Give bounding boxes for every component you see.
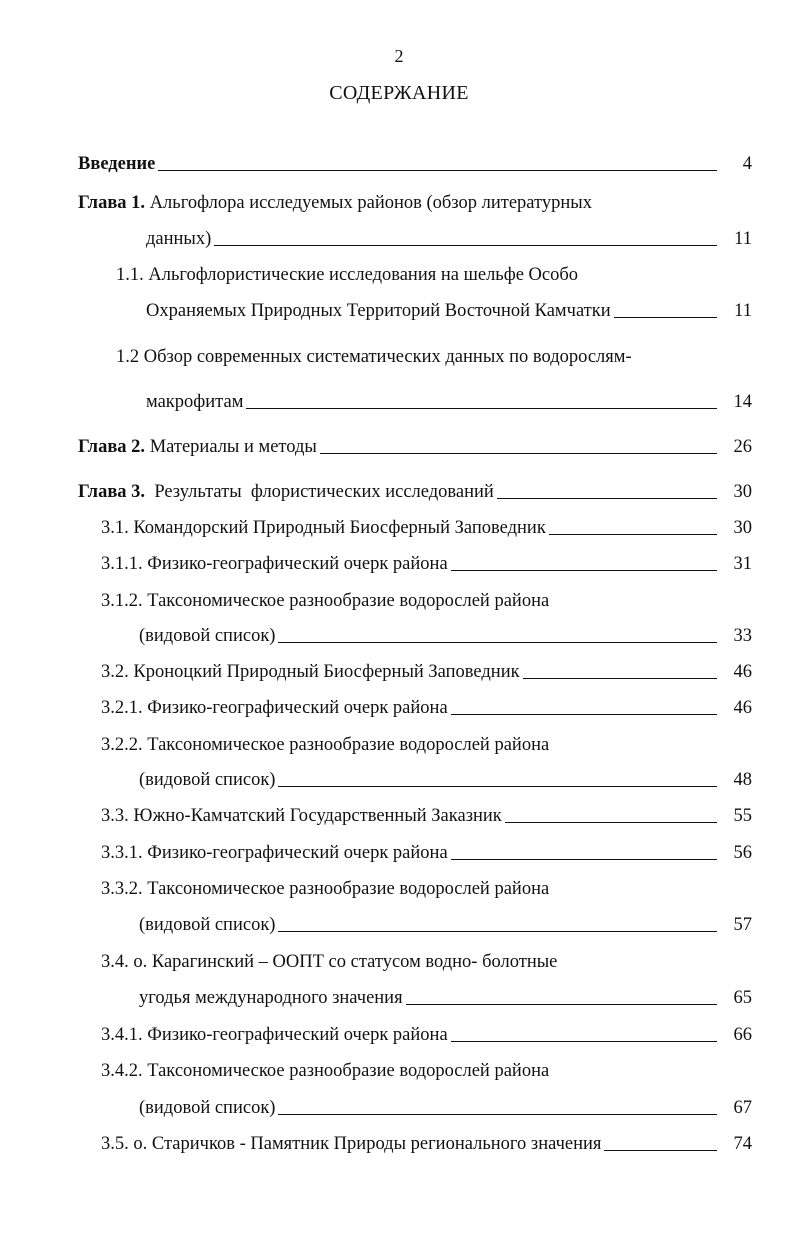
toc-entry-1-2-cont[interactable]: [146, 391, 752, 413]
toc-entry-introduction[interactable]: [78, 153, 752, 175]
toc-entry-chapter-1[interactable]: [78, 192, 592, 214]
entry-text: 3.1.2. Таксономическое разнообразие водорослей района: [101, 591, 550, 611]
entry-text: 3.3.1. Физико-географический очерк района: [101, 843, 448, 863]
toc-entry-3-1[interactable]: [101, 517, 752, 539]
dot-leader: [278, 786, 717, 787]
toc-entry-3-4-cont[interactable]: [139, 987, 752, 1009]
entry-text: 3.3. Южно-Камчатский Государственный Заказник: [101, 806, 502, 826]
toc-entry-3-4[interactable]: [101, 951, 557, 973]
dot-leader: [320, 453, 717, 454]
entry-text: 3.4.2. Таксономическое разнообразие водорослей района: [101, 1061, 550, 1081]
toc-entry-3-4-2[interactable]: [101, 1060, 549, 1082]
toc-entry-3-2-1[interactable]: [101, 697, 752, 719]
dot-leader: [451, 570, 717, 571]
entry-text: макрофитам: [146, 392, 244, 412]
toc-entry-chapter-3[interactable]: [78, 481, 752, 503]
toc-entry-chapter-2[interactable]: [78, 436, 752, 458]
toc-entry-1-1-cont[interactable]: [146, 300, 752, 322]
page-number: 2: [394, 46, 404, 66]
entry-label: Глава 1.: [78, 193, 146, 213]
toc-title: СОДЕРЖАНИЕ: [329, 82, 469, 104]
toc-entry-3-2-2[interactable]: [101, 734, 549, 756]
dot-leader: [614, 317, 717, 318]
entry-text: Альгофлора исследуемых районов (обзор литературных: [145, 193, 592, 213]
toc-entry-1-1[interactable]: [116, 264, 578, 286]
entry-page: 4: [742, 154, 752, 174]
entry-text: 3.2. Кроноцкий Природный Биосферный Заповедник: [101, 662, 520, 682]
dot-leader: [451, 859, 717, 860]
entry-text: 1.2 Обзор современных систематических данных по водорослям-: [116, 347, 632, 367]
dot-leader: [278, 1114, 717, 1115]
entry-page: 46: [733, 698, 752, 718]
dot-leader: [406, 1004, 717, 1005]
dot-leader: [214, 245, 717, 246]
entry-page: 74: [733, 1134, 752, 1154]
entry-text: 3.2.1. Физико-географический очерк района: [101, 698, 448, 718]
dot-leader: [246, 408, 717, 409]
dot-leader: [451, 714, 717, 715]
entry-page: 66: [733, 1025, 752, 1045]
entry-label: Введение: [78, 154, 156, 174]
toc-entry-3-4-1[interactable]: [101, 1024, 752, 1046]
entry-page: 46: [733, 662, 752, 682]
dot-leader: [278, 642, 717, 643]
entry-text: Материалы и методы: [145, 437, 317, 457]
toc-entry-1-2[interactable]: [116, 346, 632, 368]
entry-text: 3.4.1. Физико-географический очерк района: [101, 1025, 448, 1045]
entry-text: (видовой список): [139, 915, 276, 935]
toc-entry-3-2[interactable]: [101, 661, 752, 683]
entry-page: 26: [733, 437, 752, 457]
entry-page: 65: [733, 988, 752, 1008]
entry-text: 3.1.1. Физико-географический очерк района: [101, 554, 448, 574]
dot-leader: [505, 822, 717, 823]
toc-entry-3-1-2[interactable]: [101, 590, 549, 612]
dot-leader: [523, 678, 717, 679]
entry-page: 33: [733, 626, 752, 646]
entry-text: Результаты флористических исследований: [145, 482, 494, 502]
toc-entry-3-1-1[interactable]: [101, 553, 752, 575]
entry-text: 3.1. Командорский Природный Биосферный Заповедник: [101, 518, 546, 538]
entry-page: 14: [733, 392, 752, 412]
toc-entry-3-5[interactable]: [101, 1133, 752, 1155]
dot-leader: [549, 534, 717, 535]
dot-leader: [497, 498, 717, 499]
entry-label: Глава 2.: [78, 437, 146, 457]
entry-page: 57: [733, 915, 752, 935]
toc-entry-3-3-2-cont[interactable]: [139, 914, 752, 936]
entry-page: 11: [734, 301, 752, 321]
entry-page: 31: [733, 554, 752, 574]
entry-page: 55: [733, 806, 752, 826]
entry-page: 11: [734, 229, 752, 249]
entry-text: 3.2.2. Таксономическое разнообразие водорослей района: [101, 735, 550, 755]
toc-entry-3-3-1[interactable]: [101, 842, 752, 864]
entry-page: 30: [733, 518, 752, 538]
entry-text: (видовой список): [139, 770, 276, 790]
entry-text: угодья международного значения: [139, 988, 403, 1008]
toc-entry-3-3[interactable]: [101, 805, 752, 827]
dot-leader: [604, 1150, 717, 1151]
entry-page: 30: [733, 482, 752, 502]
entry-text: 3.5. о. Старичков - Памятник Природы регионального значения: [101, 1134, 602, 1154]
entry-page: 56: [733, 843, 752, 863]
dot-leader: [278, 931, 717, 932]
toc-entry-3-4-2-cont[interactable]: [139, 1097, 752, 1119]
entry-text: 3.4. о. Карагинский – ООПТ со статусом водно- болотные: [101, 952, 558, 972]
entry-page: 67: [733, 1098, 752, 1118]
entry-text: (видовой список): [139, 1098, 276, 1118]
toc-entry-3-2-2-cont[interactable]: [139, 769, 752, 791]
entry-text: 1.1. Альгофлористические исследования на шельфе Особо: [116, 265, 579, 285]
dot-leader: [158, 170, 717, 171]
entry-text: (видовой список): [139, 626, 276, 646]
toc-entry-3-1-2-cont[interactable]: [139, 625, 752, 647]
toc-entry-3-3-2[interactable]: [101, 878, 549, 900]
entry-text: 3.3.2. Таксономическое разнообразие водорослей района: [101, 879, 550, 899]
entry-text: Охраняемых Природных Территорий Восточной Камчатки: [146, 301, 611, 321]
entry-page: 48: [733, 770, 752, 790]
toc-entry-chapter-1-cont[interactable]: [146, 228, 752, 250]
dot-leader: [451, 1041, 717, 1042]
entry-label: Глава 3.: [78, 482, 146, 502]
entry-text: данных): [146, 229, 212, 249]
